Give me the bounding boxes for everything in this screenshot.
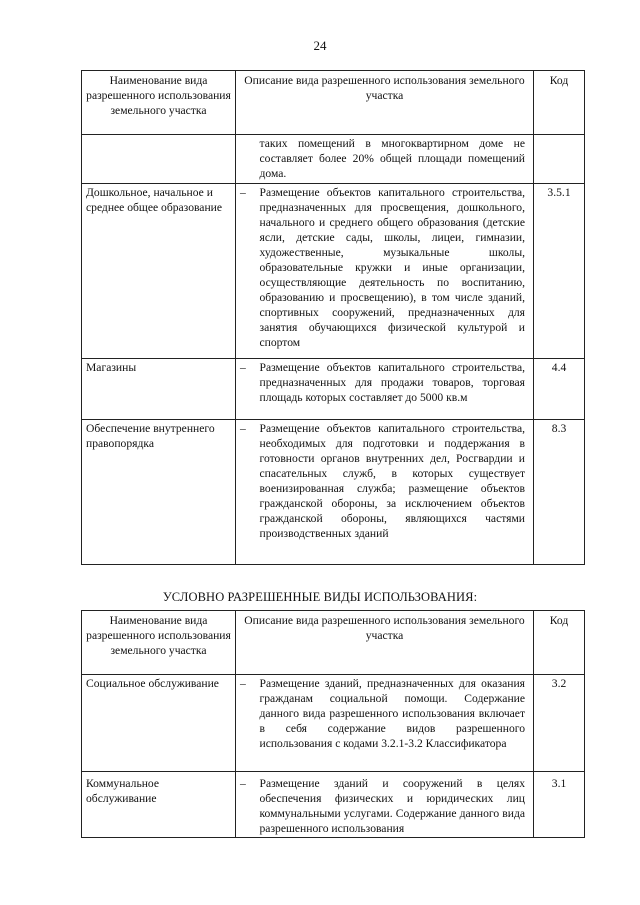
row-code: 4.4 (534, 359, 585, 420)
row-description: Размещение объектов капитального строительства, необходимых для подготовки и поддержания в готовности органов внутренних дел, Росгвардии и спасательных служб, в которых существует военизированная служба; размещение объектов гражданской обороны, за исключением объектов гражданской обороны, являющихся частями производственных зданий (252, 420, 534, 565)
table-header-row (82, 71, 585, 135)
row-name: Магазины (82, 359, 236, 420)
row-name: Коммунальное обслуживание (82, 772, 236, 838)
row-code: 3.2 (534, 675, 585, 772)
table-row (82, 420, 585, 565)
row-name: Обеспечение внутреннего правопорядка (82, 420, 236, 565)
row-name: Социальное обслуживание (82, 675, 236, 772)
table-header-row (82, 611, 585, 675)
header-description: Описание вида разрешенного использования земельного участка (236, 611, 534, 675)
row-code: 3.1 (534, 772, 585, 838)
table-row (82, 772, 585, 838)
row-code: 8.3 (534, 420, 585, 565)
table-row (82, 675, 585, 772)
permitted-uses-table (81, 70, 585, 565)
row-description: Размещение зданий, предназначенных для оказания гражданам социальной помощи. Содержание данного вида разрешенного использования включает в себя содержание видов разрешенного использования с кодами 3.2.1-3.2 Классификатора (252, 675, 534, 772)
row-dash: – (236, 359, 252, 420)
row-dash: – (236, 184, 252, 359)
row-description-continued: таких помещений в многоквартирном доме не составляет более 20% общей площади помещений дома. (252, 135, 534, 184)
conditionally-permitted-uses-table (81, 610, 585, 838)
row-code-cell (534, 135, 585, 184)
row-dash-cell (236, 135, 252, 184)
row-description: Размещение объектов капитального строительства, предназначенных для просвещения, дошкольного, начального и среднего общего образования (детские ясли, детские сады, школы, лицеи, гимназии, художественные, музыкальные школы, образовательные кружки и иные организации, осуществляющие деятельность по воспитанию, образованию и просвещению), в том числе зданий, спортивных сооружений, предназначенных для занятия обучающихся физической культурой и спортом (252, 184, 534, 359)
row-dash: – (236, 675, 252, 772)
row-name: Дошкольное, начальное и среднее общее образование (82, 184, 236, 359)
section-title: УСЛОВНО РАЗРЕШЕННЫЕ ВИДЫ ИСПОЛЬЗОВАНИЯ: (162, 590, 478, 604)
row-dash: – (236, 772, 252, 838)
header-code: Код (534, 611, 585, 675)
row-dash: – (236, 420, 252, 565)
header-name: Наименование вида разрешенного использования земельного участка (82, 71, 236, 135)
row-description: Размещение объектов капитального строительства, предназначенных для продажи товаров, торговая площадь которых составляет до 5000 кв.м (252, 359, 534, 420)
header-name: Наименование вида разрешенного использования земельного участка (82, 611, 236, 675)
page-number: 24 (313, 38, 327, 53)
row-name-cell (82, 135, 236, 184)
table-row (82, 135, 585, 184)
row-code: 3.5.1 (534, 184, 585, 359)
header-description: Описание вида разрешенного использования земельного участка (236, 71, 534, 135)
table-row (82, 359, 585, 420)
table-row (82, 184, 585, 359)
header-code: Код (534, 71, 585, 135)
row-description: Размещение зданий и сооружений в целях обеспечения физических и юридических лиц коммунальными услугами. Содержание данного вида разрешенного использования (252, 772, 534, 838)
